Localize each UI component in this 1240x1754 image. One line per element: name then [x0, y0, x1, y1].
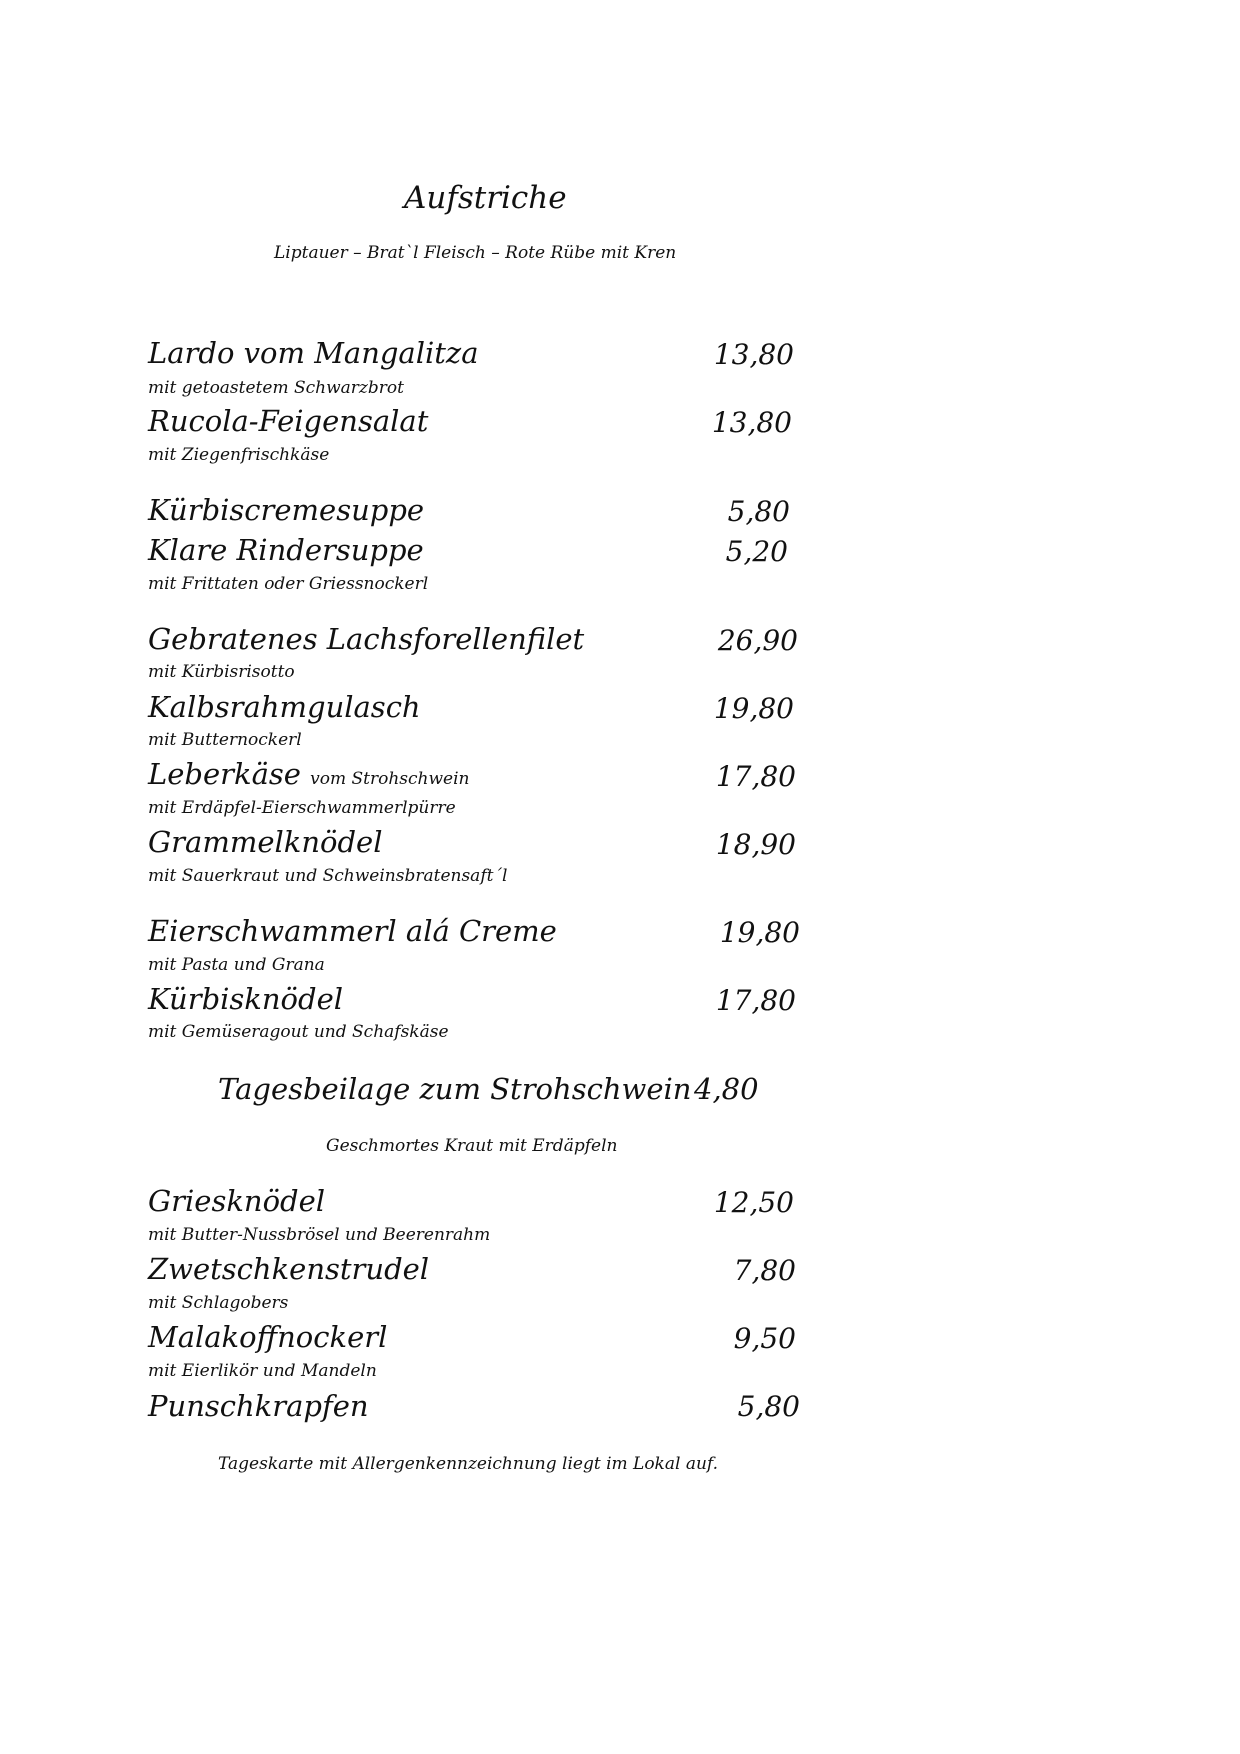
item-price: 18,90: [715, 828, 796, 861]
item-description: mit Sauerkraut und Schweinsbratensaft´l: [148, 866, 508, 886]
item-name: Rucola-Feigensalat: [148, 404, 429, 438]
item-price: 19,80: [713, 692, 794, 725]
item-price: 9,50: [733, 1322, 796, 1355]
item-name-note: vom Strohschwein: [310, 769, 470, 789]
item-name: Klare Rindersuppe: [148, 533, 424, 567]
item-description: mit Butternockerl: [148, 730, 302, 750]
item-name: Kalbsrahmgulasch: [148, 690, 421, 724]
item-description: mit Eierlikör und Mandeln: [148, 1361, 377, 1381]
item-price: 17,80: [715, 760, 796, 793]
item-description: mit Butter-Nussbrösel und Beerenrahm: [148, 1225, 491, 1245]
item-description: mit Schlagobers: [148, 1293, 289, 1313]
side-name: Tagesbeilage zum Strohschwein: [218, 1072, 692, 1106]
item-price: 17,80: [715, 984, 796, 1017]
item-name: Zwetschkenstrudel: [148, 1252, 430, 1286]
item-name: Malakoffnockerl: [148, 1320, 388, 1354]
item-name: Punschkrapfen: [148, 1389, 369, 1423]
item-description: mit Gemüseragout und Schafskäse: [148, 1022, 449, 1042]
item-name: Grammelknödel: [148, 825, 383, 859]
item-name: Kürbisknödel: [148, 982, 343, 1016]
item-name: Griesknödel: [148, 1184, 326, 1218]
item-name: Gebratenes Lachsforellenfilet: [148, 622, 585, 656]
item-description: mit Pasta und Grana: [148, 955, 325, 975]
item-price: 13,80: [711, 406, 792, 439]
item-price: 12,50: [713, 1186, 794, 1219]
item-name: Leberkäse: [148, 757, 301, 791]
item-name-row: [148, 757, 469, 791]
item-name: Eierschwammerl alá Creme: [148, 914, 557, 948]
spreads-list: Liptauer – Brat`l Fleisch – Rote Rübe mit Kren: [274, 243, 677, 263]
item-description: mit Erdäpfel-Eierschwammerlpürre: [148, 798, 456, 818]
item-price: 5,20: [725, 535, 788, 568]
item-description: mit Ziegenfrischkäse: [148, 445, 330, 465]
side-price: 4,80: [694, 1072, 759, 1106]
item-price: 26,90: [717, 624, 798, 657]
item-price: 5,80: [727, 495, 790, 528]
item-description: mit Kürbisrisotto: [148, 662, 295, 682]
item-description: mit Frittaten oder Griessnockerl: [148, 574, 429, 594]
allergen-note: Tageskarte mit Allergenkennzeichnung liegt im Lokal auf.: [218, 1454, 719, 1474]
item-name: Lardo vom Mangalitza: [148, 336, 479, 370]
item-name: Kürbiscremesuppe: [148, 493, 425, 527]
item-price: 19,80: [719, 916, 800, 949]
item-price: 5,80: [737, 1390, 800, 1423]
side-description: Geschmortes Kraut mit Erdäpfeln: [326, 1136, 618, 1156]
item-price: 13,80: [713, 338, 794, 371]
item-price: 7,80: [733, 1254, 796, 1287]
item-description: mit getoastetem Schwarzbrot: [148, 378, 404, 398]
section-title: Aufstriche: [404, 180, 567, 216]
